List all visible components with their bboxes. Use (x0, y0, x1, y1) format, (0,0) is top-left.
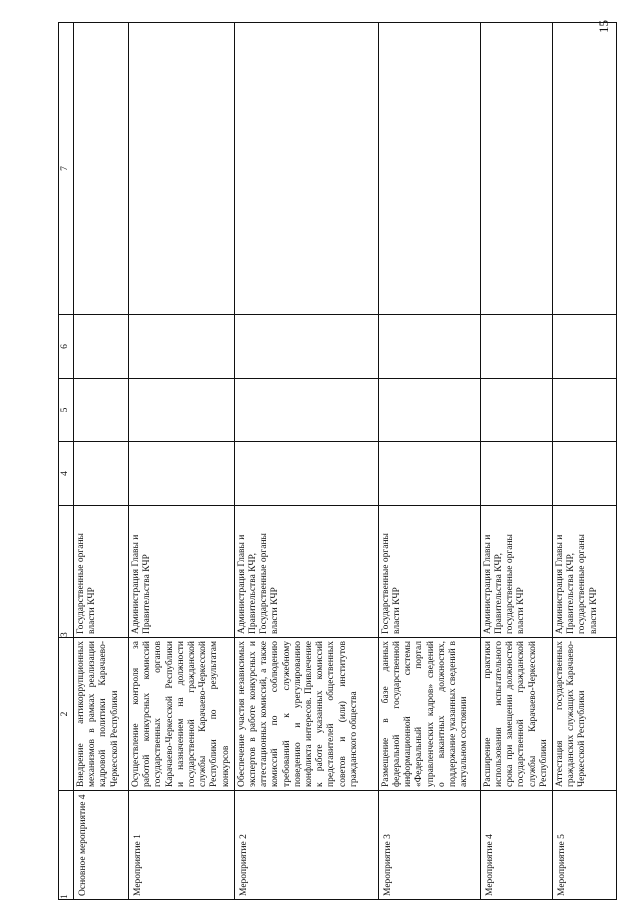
table-row (129, 23, 235, 900)
measure-executor: Государственные органы власти КЧР (74, 506, 129, 638)
empty-cell (129, 379, 235, 442)
empty-cell (74, 442, 129, 506)
measure-executor: Администрация Главы и Правительства КЧР, государственные органы власти КЧР (553, 506, 617, 638)
empty-cell (378, 315, 480, 379)
column-header-1: 1 (59, 791, 74, 900)
column-header-2: 2 (59, 638, 74, 791)
empty-cell (553, 315, 617, 379)
empty-cell (480, 379, 552, 442)
empty-cell (74, 315, 129, 379)
empty-cell (74, 379, 129, 442)
empty-cell (480, 442, 552, 506)
empty-cell (553, 442, 617, 506)
empty-cell (234, 379, 378, 442)
table-row (480, 23, 552, 900)
empty-cell (234, 442, 378, 506)
measure-code: Основное мероприятие 4 (74, 791, 129, 900)
empty-cell (234, 315, 378, 379)
column-header-6: 6 (59, 315, 74, 379)
measure-name: Осуществление контроля за работой конкурсных комиссий государственных органов Карачаево-Черкесской Республики и назначением на должности государственной гражданской службы Карачаево-Черкесской Республики по результатам конкурсов (129, 638, 235, 791)
measure-name: Аттестация государственных гражданских служащих Карачаево-Черкесской Республики (553, 638, 617, 791)
measure-code: Мероприятие 4 (480, 791, 552, 900)
page-number: 15 (596, 20, 611, 33)
empty-cell (129, 315, 235, 379)
measures-table (58, 22, 617, 900)
empty-cell (480, 315, 552, 379)
header-row (59, 23, 74, 900)
table-row (234, 23, 378, 900)
measure-code: Мероприятие 3 (378, 791, 480, 900)
measure-name: Внедрение антикоррупционных механизмов в рамках реализации кадровой политики Карачаево-Черкесской Республики (74, 638, 129, 791)
table-row (553, 23, 617, 900)
measure-code: Мероприятие 5 (553, 791, 617, 900)
measure-executor: Государственные органы власти КЧР (378, 506, 480, 638)
table-row (378, 23, 480, 900)
measure-name: Обеспечение участия независимых экспертов в работе конкурсных и аттестационных комиссий, а также комиссий по соблюдению требований к служебному поведению и урегулированию конфликта интересов. Привлечение к работе указанных комиссий представителей общественных советов и (или) институтов гражданского общества (234, 638, 378, 791)
column-header-3: 3 (59, 506, 74, 638)
empty-cell (480, 23, 552, 315)
measure-code: Мероприятие 2 (234, 791, 378, 900)
measure-name: Расширение практики использования испытательного срока при замещении должностей государственной гражданской службы Карачаево-Черкесской Республики (480, 638, 552, 791)
column-header-7: 7 (59, 23, 74, 315)
empty-cell (378, 23, 480, 315)
empty-cell (129, 23, 235, 315)
measure-executor: Администрация Главы и Правительства КЧР, Государственные органы власти КЧР (234, 506, 378, 638)
empty-cell (378, 379, 480, 442)
empty-cell (378, 442, 480, 506)
column-header-5: 5 (59, 379, 74, 442)
empty-cell (553, 23, 617, 315)
measure-executor: Администрация Главы и Правительства КЧР (129, 506, 235, 638)
rotated-page (58, 30, 610, 900)
empty-cell (129, 442, 235, 506)
empty-cell (553, 379, 617, 442)
empty-cell (74, 23, 129, 315)
table-row (74, 23, 129, 900)
column-header-4: 4 (59, 442, 74, 506)
measure-name: Размещение в базе данных федеральной государственной информационной системы «Федеральный портал управленческих кадров» сведений о вакантных должностях, поддержание указанных сведений в актуальном состоянии (378, 638, 480, 791)
measure-code: Мероприятие 1 (129, 791, 235, 900)
empty-cell (234, 23, 378, 315)
measure-executor: Администрация Главы и Правительства КЧР, государственные органы власти КЧР (480, 506, 552, 638)
